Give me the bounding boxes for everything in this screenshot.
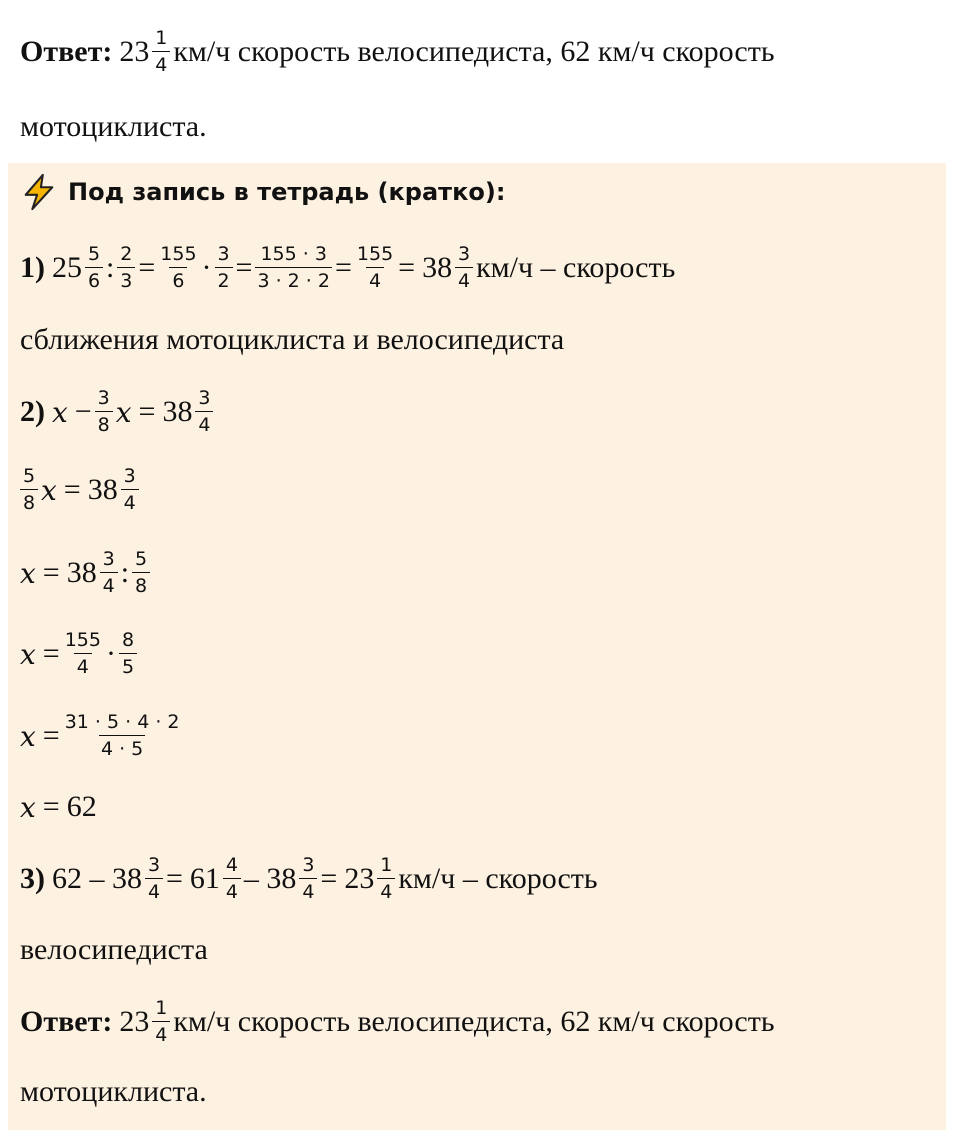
step1-label: 1)	[20, 251, 45, 284]
step1-frac2: $\frac{2}{3}$	[117, 245, 135, 291]
equals: =	[42, 790, 60, 823]
step2-frac: $\frac{3}{8}$	[95, 389, 113, 435]
equals: =	[42, 719, 60, 752]
step2-l2-result-frac: $\frac{3}{4}$	[121, 467, 139, 513]
dot: ·	[105, 637, 116, 670]
step2-result: 62	[66, 790, 97, 823]
answer-label: Ответ:	[20, 35, 113, 68]
step1-line	[20, 238, 675, 298]
step3-frac1: $\frac{3}{4}$	[145, 856, 163, 902]
step3-line-2	[20, 920, 208, 980]
step2-label: 2)	[20, 395, 45, 428]
step3-minus: – 38	[243, 862, 297, 895]
step3-b: 61	[189, 862, 220, 895]
answer-fraction: $\frac{1}{4}$	[152, 999, 170, 1045]
variable-x: x	[20, 719, 36, 753]
step2-whole: 38	[66, 556, 97, 589]
step2-l4-frac2: $\frac{8}{5}$	[119, 631, 137, 677]
step1-result-whole: 38	[422, 251, 453, 284]
lightning-icon	[20, 172, 58, 212]
step1-line-2	[20, 310, 564, 370]
equals: =	[138, 395, 156, 428]
step2-l5-frac: $\frac{31 \cdot 5 \cdot 4 \cdot 2}{4 \cdot 5}$	[64, 711, 180, 760]
step3-frac3: $\frac{3}{4}$	[299, 856, 317, 902]
step2-line-6	[20, 777, 97, 837]
equals: =	[42, 556, 60, 589]
step1-frac3: $\frac{155}{6}$	[160, 243, 197, 292]
step3-line	[20, 849, 598, 909]
step1-op: :	[106, 251, 115, 284]
answer-whole: 23	[119, 1005, 150, 1038]
colon: :	[120, 556, 130, 589]
step2-line-4	[20, 624, 140, 684]
minus: −	[74, 395, 92, 428]
equals: =	[320, 862, 338, 895]
step1-frac6: $\frac{155}{4}$	[356, 243, 394, 292]
step3-text-2: велосипедиста	[20, 933, 208, 966]
variable-x: x	[115, 395, 132, 429]
variable-x: x	[20, 790, 36, 824]
step1-text-2: сближения мотоциклиста и велосипедиста	[20, 323, 565, 356]
equals: =	[138, 251, 156, 284]
panel-title: Под запись в тетрадь (кратко):	[68, 178, 506, 206]
variable-x: x	[20, 556, 36, 590]
step1-whole: 25	[52, 251, 82, 284]
step2-whole: 38	[87, 473, 118, 506]
step1-frac1: $\frac{5}{6}$	[85, 245, 103, 291]
step2-l3-frac: $\frac{3}{4}$	[100, 550, 118, 596]
step2-whole: 38	[162, 395, 193, 428]
step1-result-frac: $\frac{3}{4}$	[455, 245, 473, 291]
answer-whole: 23	[119, 35, 150, 68]
step3-tail: км/ч – скорость	[398, 862, 598, 895]
step2-l4-frac: $\frac{155}{4}$	[64, 629, 101, 678]
equals: =	[398, 251, 416, 284]
equals: =	[235, 251, 253, 284]
bottom-answer-line	[20, 992, 775, 1052]
answer-text-2: мотоциклиста.	[20, 1075, 207, 1108]
notes-panel	[8, 163, 946, 1130]
variable-x: x	[41, 473, 57, 507]
step2-result-frac: $\frac{3}{4}$	[195, 389, 213, 435]
step3-frac2: $\frac{4}{4}$	[223, 856, 241, 902]
step2-l3-frac2: $\frac{5}{8}$	[132, 550, 150, 596]
variable-x: x	[20, 637, 36, 671]
answer-label: Ответ:	[20, 1005, 113, 1038]
answer-text: км/ч скорость велосипедиста, 62 км/ч скорость	[173, 1005, 775, 1038]
bottom-answer-line-2	[20, 1062, 207, 1122]
step3-label: 3)	[20, 862, 45, 895]
step3-a: 62 – 38	[52, 862, 142, 895]
equals: =	[63, 473, 81, 506]
step2-line-2	[20, 460, 142, 520]
answer-fraction: $\frac{1}{4}$	[152, 29, 170, 75]
step2-line-3	[20, 543, 153, 603]
step1-frac5: $\frac{155 \cdot 3}{3 \cdot 2 \cdot 2}$	[257, 243, 330, 292]
panel-header	[20, 163, 505, 221]
equals: =	[334, 251, 352, 284]
variable-x: x	[52, 395, 68, 429]
equals: =	[166, 862, 183, 895]
dot: ·	[201, 251, 212, 284]
answer-text: км/ч скорость велосипедиста, 62 км/ч скорость	[173, 35, 775, 68]
step2-line	[20, 382, 216, 442]
equals: =	[42, 637, 60, 670]
top-answer-line	[20, 22, 775, 82]
answer-text-2: мотоциклиста.	[20, 110, 207, 143]
step1-frac4: $\frac{3}{2}$	[215, 245, 233, 291]
step2-line-5	[20, 706, 185, 766]
step1-tail: км/ч – скорость	[476, 251, 676, 284]
step3-frac4: $\frac{1}{4}$	[377, 856, 395, 902]
top-answer-line-2	[20, 97, 207, 157]
step2-l2-frac: $\frac{5}{8}$	[20, 467, 38, 513]
step3-c: 23	[344, 862, 375, 895]
